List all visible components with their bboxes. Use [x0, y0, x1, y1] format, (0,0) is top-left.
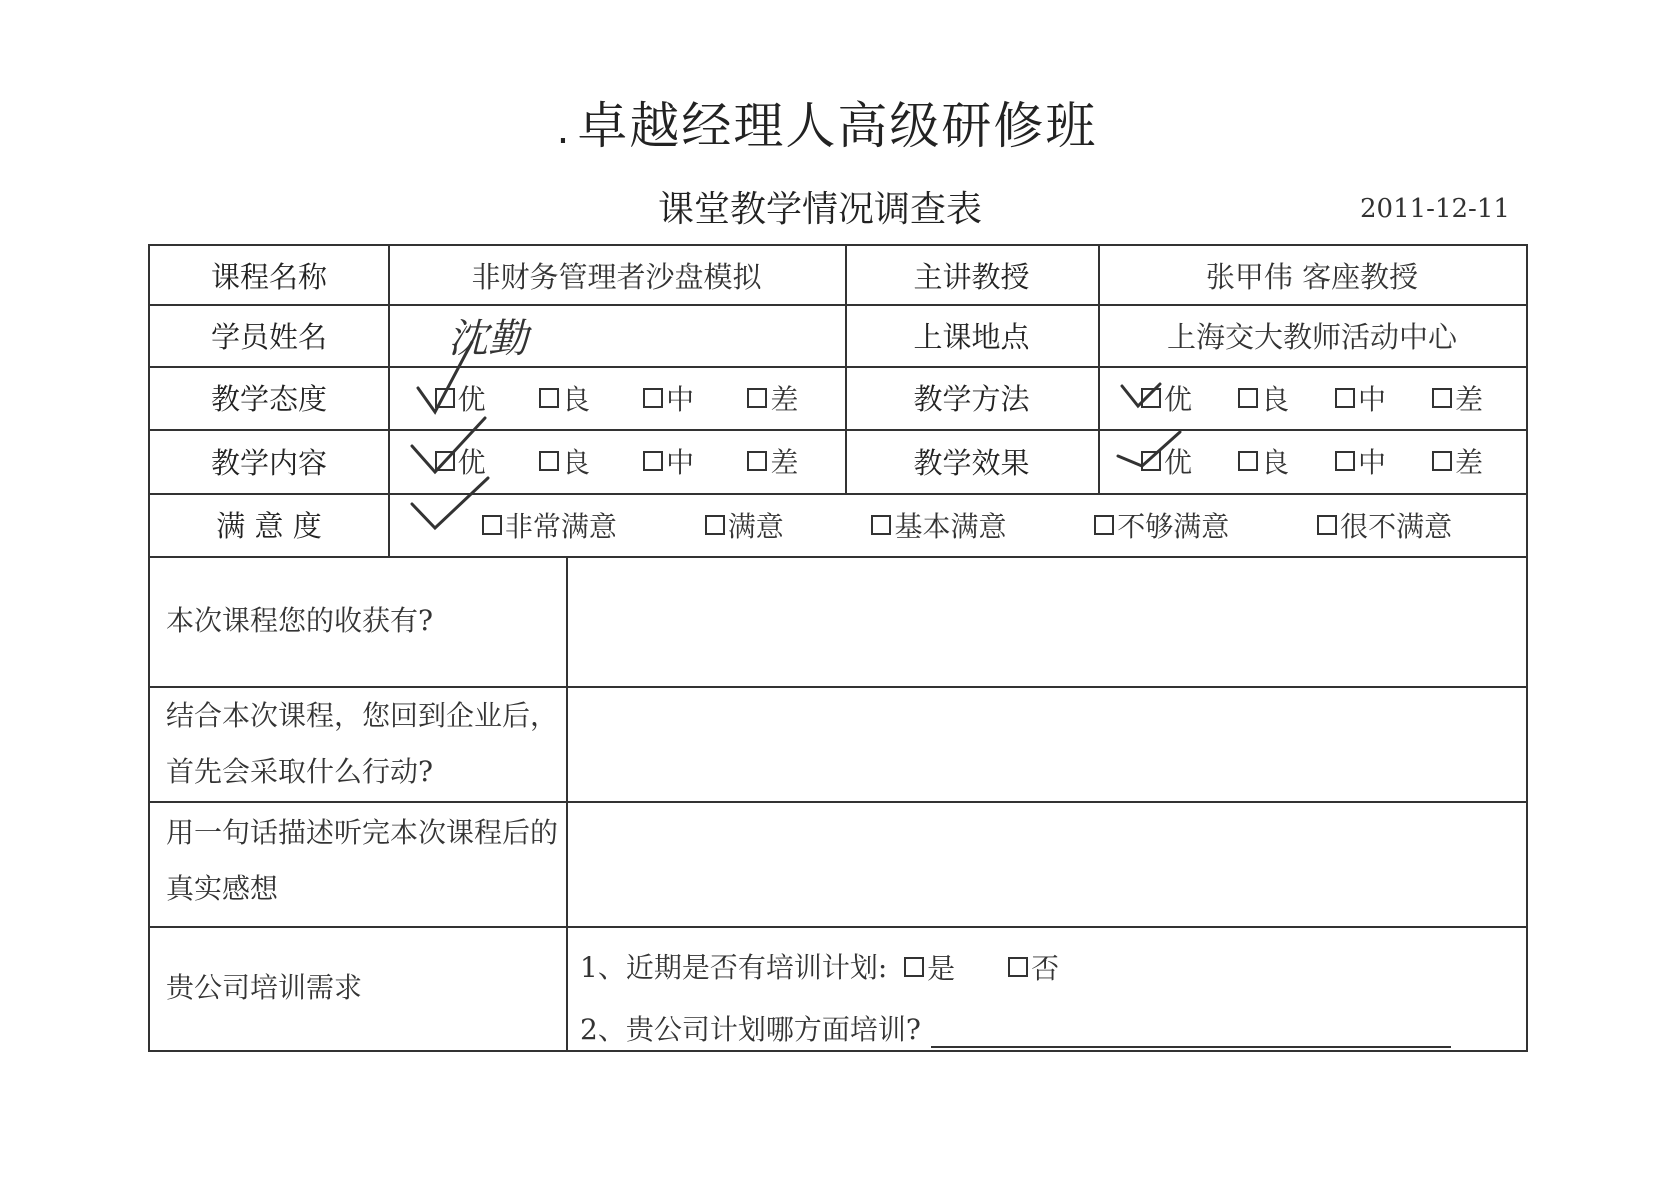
- teaching-content-label: 教学内容: [210, 445, 327, 480]
- handwritten-checkmarks: [150, 246, 1526, 1050]
- location-value: 上海交大教师活动中心: [1166, 319, 1457, 354]
- program-title-text: 卓越经理人高级研修班: [577, 97, 1098, 155]
- student-name-label: 学员姓名: [210, 319, 327, 354]
- question-gain: 本次课程您的收获有?: [166, 604, 434, 637]
- rating-option-poor[interactable]: 差: [747, 378, 798, 418]
- form-date: 2011-12-11: [1360, 194, 1510, 224]
- training-plan-yes[interactable]: 是: [904, 947, 955, 987]
- question-action: 结合本次课程，您回到企业后，首先会采取什么行动?: [166, 699, 559, 788]
- teaching-effect-label: 教学效果: [913, 445, 1030, 480]
- rating-option-excellent[interactable]: 优: [435, 441, 486, 481]
- satisfaction-label: 满 意 度: [216, 509, 322, 543]
- rating-option-average[interactable]: 中: [643, 378, 694, 418]
- training-plan-no[interactable]: 否: [1008, 947, 1059, 987]
- rating-option-good[interactable]: 良: [1238, 441, 1289, 481]
- check-mark-effect: [1118, 432, 1180, 466]
- training-area-question: 2、贵公司计划哪方面培训?: [580, 1008, 1451, 1048]
- satisfaction-satisfied[interactable]: 满意: [705, 505, 784, 545]
- check-mark-content: [412, 418, 485, 472]
- course-name-label: 课程名称: [210, 259, 327, 294]
- training-plan-question: 1、近期是否有培训计划: 是 否: [580, 946, 1059, 987]
- student-name-handwriting: 沈勤: [448, 315, 528, 362]
- course-name-value: 非财务管理者沙盘模拟: [471, 259, 762, 294]
- rating-option-average[interactable]: 中: [643, 441, 694, 481]
- satisfaction-not-satisfied[interactable]: 不够满意: [1094, 505, 1229, 545]
- rating-option-good[interactable]: 良: [539, 441, 590, 481]
- check-mark-satisfaction: [412, 478, 488, 528]
- rating-option-excellent[interactable]: 优: [435, 378, 486, 418]
- rating-option-average[interactable]: 中: [1335, 441, 1386, 481]
- program-title: [0, 86, 1654, 158]
- rating-option-excellent[interactable]: 优: [1141, 441, 1192, 481]
- teaching-method-label: 教学方法: [913, 382, 1030, 416]
- satisfaction-very-unsatisfied[interactable]: 很不满意: [1317, 505, 1452, 545]
- training-needs-label: 贵公司培训需求: [166, 971, 363, 1004]
- form-title: 课堂教学情况调查表: [657, 189, 982, 230]
- rating-option-good[interactable]: 良: [1238, 378, 1289, 418]
- question-feeling: 用一句话描述听完本次课程后的真实感想: [166, 816, 559, 905]
- rating-option-excellent[interactable]: 优: [1141, 378, 1192, 418]
- rating-option-poor[interactable]: 差: [1432, 378, 1483, 418]
- lecturer-value: 张甲伟 客座教授: [1205, 259, 1419, 294]
- bullet-mark: .: [556, 107, 572, 153]
- rating-option-average[interactable]: 中: [1335, 378, 1386, 418]
- rating-option-poor[interactable]: 差: [1432, 441, 1483, 481]
- lecturer-label: 主讲教授: [913, 259, 1030, 294]
- rating-option-poor[interactable]: 差: [747, 441, 798, 481]
- location-label: 上课地点: [913, 319, 1030, 354]
- satisfaction-basically-satisfied[interactable]: 基本满意: [871, 505, 1006, 545]
- rating-option-good[interactable]: 良: [539, 378, 590, 418]
- survey-form: [148, 244, 1528, 1052]
- teaching-attitude-label: 教学态度: [210, 382, 327, 416]
- check-mark-attitude: [418, 342, 472, 412]
- satisfaction-very-satisfied[interactable]: 非常满意: [482, 505, 617, 545]
- check-mark-method: [1122, 384, 1160, 406]
